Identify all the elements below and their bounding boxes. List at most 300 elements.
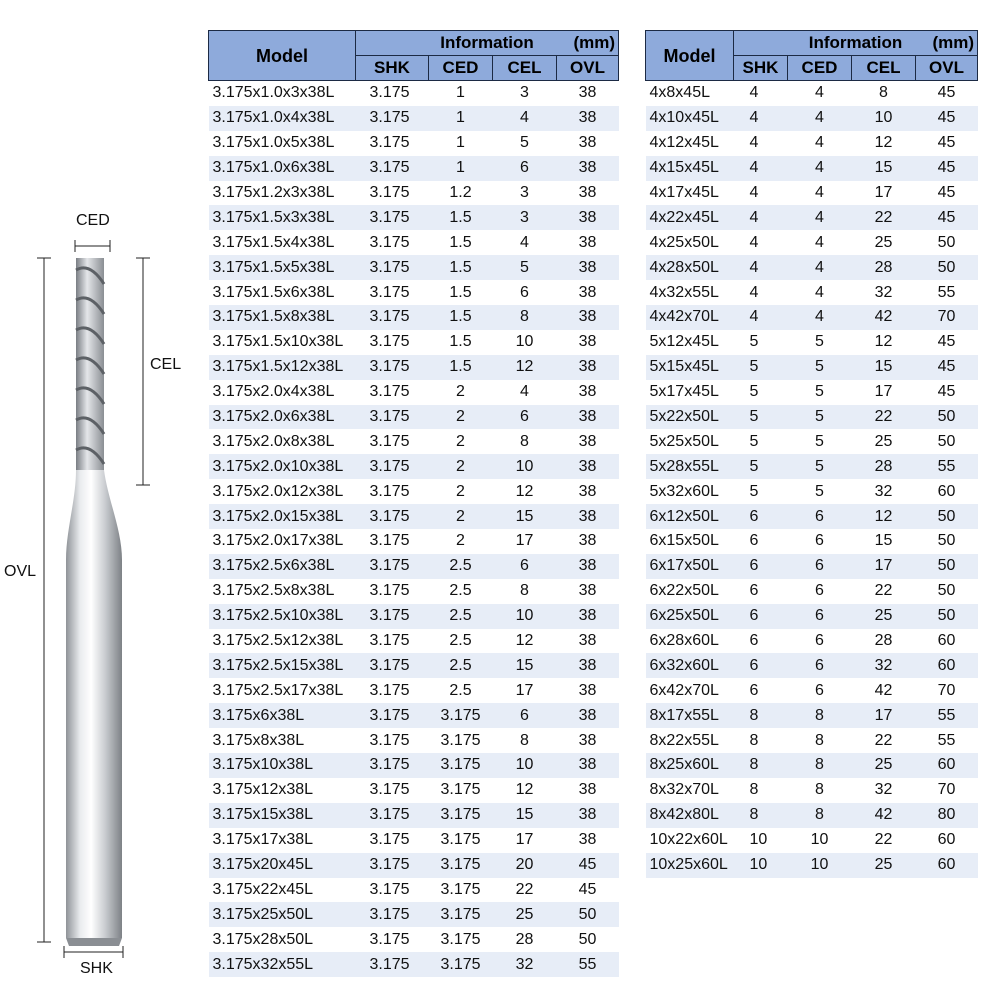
ced-cell: 3.175 (440, 731, 481, 749)
table-row (646, 330, 978, 355)
cel-cell: 17 (874, 184, 893, 201)
ovl-cell: 38 (578, 582, 597, 600)
table-row (646, 604, 978, 629)
model-cell: 6x42x70L (649, 681, 719, 699)
model-cell: 3.175x1.5x6x38L (212, 283, 335, 301)
cel-cell: 8 (520, 582, 529, 600)
ced-cell: 6 (788, 504, 852, 529)
model-cell: 3.175x2.0x8x38L (212, 432, 335, 450)
model-cell: 5x28x55L (646, 454, 734, 479)
table-row (209, 380, 619, 405)
table-row (646, 579, 978, 604)
cel-cell: 32 (874, 482, 893, 500)
table-row (209, 878, 619, 903)
ced-cell: 1.5 (429, 205, 493, 230)
ced-cell: 4 (815, 134, 824, 152)
shk-cell: 4 (749, 134, 759, 152)
table-row (646, 753, 978, 778)
shk-cell: 5 (734, 405, 788, 430)
ovl-cell: 45 (916, 156, 978, 181)
ced-cell: 3.175 (429, 703, 493, 728)
model-cell: 4x8x45L (649, 84, 710, 102)
ovl-cell: 60 (937, 632, 956, 650)
model-cell: 3.175x2.5x15x38L (209, 653, 356, 678)
ovl-cell: 38 (578, 134, 597, 152)
ovl-cell: 38 (557, 803, 619, 828)
model-cell: 4x12x45L (649, 134, 719, 152)
table-row (646, 828, 978, 853)
ovl-cell: 50 (937, 432, 956, 450)
ced-cell: 3.175 (429, 902, 493, 927)
shk-cell: 4 (734, 205, 788, 230)
ced-cell: 1 (456, 84, 465, 102)
ced-cell: 3.175 (429, 853, 493, 878)
cel-cell: 10 (493, 753, 557, 778)
shk-cell: 10 (749, 831, 768, 849)
shk-cell: 3.175 (369, 432, 410, 450)
table-row (209, 853, 619, 878)
ovl-cell: 55 (937, 283, 956, 301)
shk-cell: 10 (734, 853, 788, 878)
ovl-cell: 38 (578, 632, 597, 650)
ced-cell: 8 (788, 803, 852, 828)
cel-cell: 12 (515, 781, 534, 799)
shk-cell: 3.175 (356, 703, 429, 728)
ovl-cell: 50 (937, 532, 956, 550)
shk-cell: 3.175 (369, 233, 410, 251)
shk-cell: 6 (734, 653, 788, 678)
ovl-cell: 50 (916, 405, 978, 430)
ovl-cell: 38 (557, 355, 619, 380)
shk-cell: 3.175 (369, 283, 410, 301)
model-cell: 6x15x50L (649, 532, 719, 550)
shk-cell: 4 (734, 156, 788, 181)
table-row (209, 429, 619, 454)
table-row (646, 678, 978, 703)
ovl-cell: 45 (557, 853, 619, 878)
cel-cell: 3 (493, 205, 557, 230)
model-cell: 3.175x2.0x4x38L (212, 383, 335, 401)
table-row (646, 728, 978, 753)
table-row (646, 255, 978, 280)
ced-cell: 2 (456, 482, 465, 500)
table-row (646, 703, 978, 728)
table-row (646, 803, 978, 828)
ced-cell: 8 (788, 753, 852, 778)
header-model: Model (209, 31, 356, 81)
header-information-label: Information (440, 33, 534, 52)
model-cell: 3.175x2.5x17x38L (212, 681, 344, 699)
table-row (209, 230, 619, 255)
table-row (209, 678, 619, 703)
model-cell: 6x17x50L (646, 554, 734, 579)
ced-cell: 5 (815, 432, 824, 450)
ovl-cell: 38 (557, 255, 619, 280)
model-cell: 3.175x1.5x4x38L (212, 233, 335, 251)
shk-cell: 3.175 (369, 930, 410, 948)
shk-cell: 3.175 (369, 582, 410, 600)
cel-cell: 28 (874, 632, 893, 650)
table-row (646, 454, 978, 479)
ced-cell: 5 (788, 454, 852, 479)
model-cell: 4x32x55L (649, 283, 719, 301)
model-cell: 3.175x22x45L (212, 880, 314, 898)
shk-cell: 4 (749, 283, 759, 301)
table-row (209, 454, 619, 479)
ced-cell: 2.5 (449, 582, 472, 600)
ced-cell: 3.175 (440, 831, 481, 849)
shk-cell: 4 (734, 305, 788, 330)
shk-cell: 3.175 (356, 902, 429, 927)
header-information (356, 31, 619, 56)
ced-cell: 2.5 (429, 604, 493, 629)
ovl-cell: 38 (578, 831, 597, 849)
end-mill-illustration (0, 0, 200, 1000)
cel-cell: 25 (852, 753, 916, 778)
ovl-cell: 38 (578, 781, 597, 799)
model-cell: 5x17x45L (649, 383, 719, 401)
shk-cell: 5 (734, 454, 788, 479)
ovl-cell: 38 (557, 205, 619, 230)
cel-cell: 15 (493, 653, 557, 678)
model-cell: 5x25x50L (649, 432, 719, 450)
ced-cell: 6 (815, 582, 824, 600)
ovl-cell: 60 (937, 482, 956, 500)
shk-cell: 3.175 (356, 803, 429, 828)
ovl-cell: 60 (916, 853, 978, 878)
shk-cell: 3.175 (369, 731, 410, 749)
table-body-right (646, 81, 978, 878)
shk-cell: 3.175 (369, 632, 410, 650)
table-row (646, 106, 978, 131)
cel-cell: 8 (520, 432, 529, 450)
cel-cell: 17 (515, 532, 534, 550)
header-shk: SHK (356, 56, 429, 81)
table-row (646, 853, 978, 878)
model-cell: 3.175x8x38L (212, 731, 305, 749)
cel-cell: 28 (515, 930, 534, 948)
model-cell: 3.175x15x38L (209, 803, 356, 828)
shk-cell: 3.175 (356, 205, 429, 230)
ced-cell: 3.175 (429, 952, 493, 977)
ovl-cell: 38 (557, 106, 619, 131)
cel-cell: 15 (874, 532, 893, 550)
shk-cell: 3.175 (356, 753, 429, 778)
model-cell: 5x22x50L (646, 405, 734, 430)
table-row (209, 604, 619, 629)
model-cell: 10x22x60L (649, 831, 728, 849)
cel-cell: 3 (520, 84, 529, 102)
cel-cell: 20 (493, 853, 557, 878)
cel-cell: 42 (852, 803, 916, 828)
table-row (209, 927, 619, 952)
table-row (646, 429, 978, 454)
shk-cell: 4 (749, 84, 759, 102)
ced-cell: 4 (788, 305, 852, 330)
model-cell: 6x12x50L (646, 504, 734, 529)
model-cell: 4x10x45L (646, 106, 734, 131)
header-information (734, 31, 978, 56)
ced-cell: 10 (810, 831, 829, 849)
table-row (209, 255, 619, 280)
cel-cell: 22 (852, 205, 916, 230)
header-ovl: OVL (557, 56, 619, 81)
ced-cell: 4 (788, 106, 852, 131)
shk-cell: 4 (734, 106, 788, 131)
shk-cell: 3.175 (369, 781, 410, 799)
table-row (646, 131, 978, 156)
shk-cell: 4 (749, 233, 759, 251)
ced-cell: 2.5 (429, 554, 493, 579)
table-row (646, 479, 978, 504)
table-row (209, 305, 619, 330)
model-cell: 6x28x60L (649, 632, 719, 650)
ced-cell: 5 (815, 333, 824, 351)
shk-cell: 8 (749, 781, 759, 799)
ovl-cell: 38 (557, 653, 619, 678)
ovl-cell: 50 (916, 504, 978, 529)
ovl-cell: 38 (578, 383, 597, 401)
cel-cell: 4 (520, 233, 529, 251)
ced-cell: 8 (815, 781, 824, 799)
table-row (646, 156, 978, 181)
model-cell: 3.175x10x38L (209, 753, 356, 778)
model-cell: 3.175x1.5x3x38L (209, 205, 356, 230)
table-row (209, 205, 619, 230)
cel-label: CEL (150, 356, 182, 373)
ced-cell: 1 (456, 134, 465, 152)
ced-cell: 3.175 (440, 781, 481, 799)
cel-cell: 12 (874, 134, 893, 152)
model-cell: 6x25x50L (646, 604, 734, 629)
shk-cell: 4 (734, 255, 788, 280)
header-cel: CEL (852, 56, 916, 81)
table-row (209, 554, 619, 579)
table-row (209, 728, 619, 753)
ced-cell: 2 (456, 532, 465, 550)
shk-cell: 3.175 (356, 255, 429, 280)
table-row (646, 181, 978, 206)
ced-cell: 8 (788, 703, 852, 728)
ced-cell: 6 (788, 604, 852, 629)
cel-cell: 32 (852, 653, 916, 678)
ovl-cell: 55 (916, 454, 978, 479)
table-body-left (209, 81, 619, 978)
shk-cell: 5 (749, 432, 759, 450)
cel-cell: 42 (852, 305, 916, 330)
ovl-cell: 38 (557, 454, 619, 479)
model-cell: 3.175x2.0x17x38L (212, 532, 344, 550)
model-cell: 3.175x2.5x12x38L (212, 632, 344, 650)
shk-cell: 5 (749, 383, 759, 401)
ced-cell: 4 (788, 156, 852, 181)
ced-cell: 8 (815, 731, 824, 749)
ovl-cell: 60 (916, 753, 978, 778)
ovl-cell: 38 (557, 405, 619, 430)
ovl-cell: 38 (557, 753, 619, 778)
ovl-cell: 50 (578, 930, 597, 948)
table-row (209, 330, 619, 355)
ced-cell: 4 (815, 184, 824, 201)
model-cell: 3.175x2.0x10x38L (209, 454, 356, 479)
ovl-cell: 45 (937, 184, 956, 201)
header-ced: CED (429, 56, 493, 81)
model-cell: 4x15x45L (646, 156, 734, 181)
ovl-cell: 45 (916, 355, 978, 380)
cel-cell: 22 (852, 405, 916, 430)
shk-cell: 3.175 (356, 952, 429, 977)
cel-cell: 28 (852, 255, 916, 280)
ced-cell: 1.5 (449, 283, 472, 301)
table-row (209, 803, 619, 828)
cel-cell: 10 (493, 604, 557, 629)
ovl-cell: 38 (557, 604, 619, 629)
cel-cell: 12 (852, 504, 916, 529)
cel-cell: 32 (493, 952, 557, 977)
shk-cell: 3.175 (369, 532, 410, 550)
ced-cell: 6 (815, 681, 824, 699)
table-row (209, 355, 619, 380)
header-unit: (mm) (932, 33, 974, 52)
cel-cell: 25 (874, 233, 893, 251)
header-cel: CEL (493, 56, 557, 81)
model-cell: 3.175x20x45L (209, 853, 356, 878)
shk-cell: 3.175 (356, 853, 429, 878)
ovl-cell: 38 (578, 184, 597, 201)
cel-cell: 12 (515, 632, 534, 650)
model-cell: 4x17x45L (649, 184, 719, 201)
model-cell: 3.175x32x55L (209, 952, 356, 977)
model-cell: 8x22x55L (649, 731, 719, 749)
cel-cell: 6 (493, 554, 557, 579)
shk-cell: 3.175 (369, 84, 410, 102)
table-row (209, 579, 619, 604)
cel-cell: 8 (520, 731, 529, 749)
cel-cell: 6 (520, 283, 529, 301)
model-cell: 3.175x17x38L (212, 831, 314, 849)
table-row (646, 405, 978, 430)
ced-cell: 2 (456, 383, 465, 401)
cel-cell: 10 (493, 454, 557, 479)
shank (66, 560, 122, 938)
spec-table-right (645, 30, 978, 878)
shk-cell: 3.175 (356, 504, 429, 529)
ovl-cell: 38 (578, 233, 597, 251)
shk-cell: 3.175 (356, 405, 429, 430)
table-row (209, 703, 619, 728)
ovl-cell: 50 (916, 554, 978, 579)
cel-cell: 12 (874, 333, 893, 351)
ovl-cell: 80 (916, 803, 978, 828)
ced-cell: 4 (815, 233, 824, 251)
ovl-cell: 38 (557, 504, 619, 529)
ovl-cell: 55 (937, 731, 956, 749)
ced-cell: 3.175 (429, 753, 493, 778)
shk-cell: 3.175 (356, 106, 429, 131)
model-cell: 10x25x60L (646, 853, 734, 878)
shk-cell: 8 (734, 803, 788, 828)
ced-cell: 4 (788, 255, 852, 280)
cel-cell: 4 (520, 383, 529, 401)
cel-cell: 6 (493, 703, 557, 728)
ced-cell: 10 (788, 853, 852, 878)
table-row (209, 778, 619, 803)
cel-cell: 15 (493, 504, 557, 529)
header-information-label: Information (808, 33, 903, 52)
shk-cell: 5 (749, 482, 759, 500)
ovl-cell: 70 (937, 781, 956, 799)
table-row (646, 629, 978, 654)
model-cell: 3.175x1.2x3x38L (212, 184, 335, 201)
cel-cell: 15 (852, 355, 916, 380)
cel-cell: 22 (874, 831, 893, 849)
shk-cell: 6 (734, 554, 788, 579)
table-row (209, 504, 619, 529)
shk-cell: 8 (734, 753, 788, 778)
shk-cell: 4 (749, 184, 759, 201)
cel-cell: 17 (852, 554, 916, 579)
model-cell: 6x32x60L (646, 653, 734, 678)
ovl-cell: 55 (557, 952, 619, 977)
model-cell: 3.175x2.5x6x38L (209, 554, 356, 579)
ovl-cell: 45 (937, 134, 956, 152)
ced-cell: 2 (429, 405, 493, 430)
model-cell: 8x25x60L (646, 753, 734, 778)
shk-cell: 3.175 (369, 333, 410, 351)
model-cell: 3.175x1.5x10x38L (212, 333, 344, 351)
cel-cell: 25 (493, 902, 557, 927)
table-row (209, 529, 619, 554)
table-row (209, 952, 619, 977)
cel-cell: 25 (852, 853, 916, 878)
neck (66, 470, 122, 560)
shk-cell: 3.175 (356, 454, 429, 479)
shk-cell: 6 (749, 681, 759, 699)
cel-cell: 8 (879, 84, 888, 102)
ovl-cell: 38 (578, 333, 597, 351)
cel-cell: 25 (874, 432, 893, 450)
model-cell: 3.175x1.0x3x38L (212, 84, 335, 102)
shk-cell: 6 (734, 504, 788, 529)
ovl-cell: 50 (916, 255, 978, 280)
ovl-cell: 50 (937, 233, 956, 251)
cel-cell: 22 (874, 731, 893, 749)
table-row (646, 778, 978, 803)
model-cell: 5x12x45L (649, 333, 719, 351)
shk-cell: 3.175 (369, 134, 410, 152)
table-row (646, 554, 978, 579)
ovl-cell: 45 (916, 205, 978, 230)
model-cell: 3.175x2.5x8x38L (212, 582, 335, 600)
model-cell: 3.175x1.5x12x38L (209, 355, 356, 380)
model-cell: 3.175x1.0x5x38L (212, 134, 335, 152)
table-row (646, 230, 978, 255)
header-unit: (mm) (573, 33, 615, 52)
model-cell: 5x15x45L (646, 355, 734, 380)
shk-cell: 3.175 (356, 355, 429, 380)
cel-cell: 28 (852, 454, 916, 479)
shk-cell: 5 (749, 333, 759, 351)
ced-cell: 6 (815, 532, 824, 550)
model-cell: 4x22x45L (646, 205, 734, 230)
ced-cell: 1 (429, 156, 493, 181)
ced-cell: 5 (815, 383, 824, 401)
table-row (209, 405, 619, 430)
model-cell: 3.175x2.0x6x38L (209, 405, 356, 430)
ovl-cell: 38 (578, 532, 597, 550)
model-cell: 6x22x50L (649, 582, 719, 600)
model-cell: 4x42x70L (646, 305, 734, 330)
